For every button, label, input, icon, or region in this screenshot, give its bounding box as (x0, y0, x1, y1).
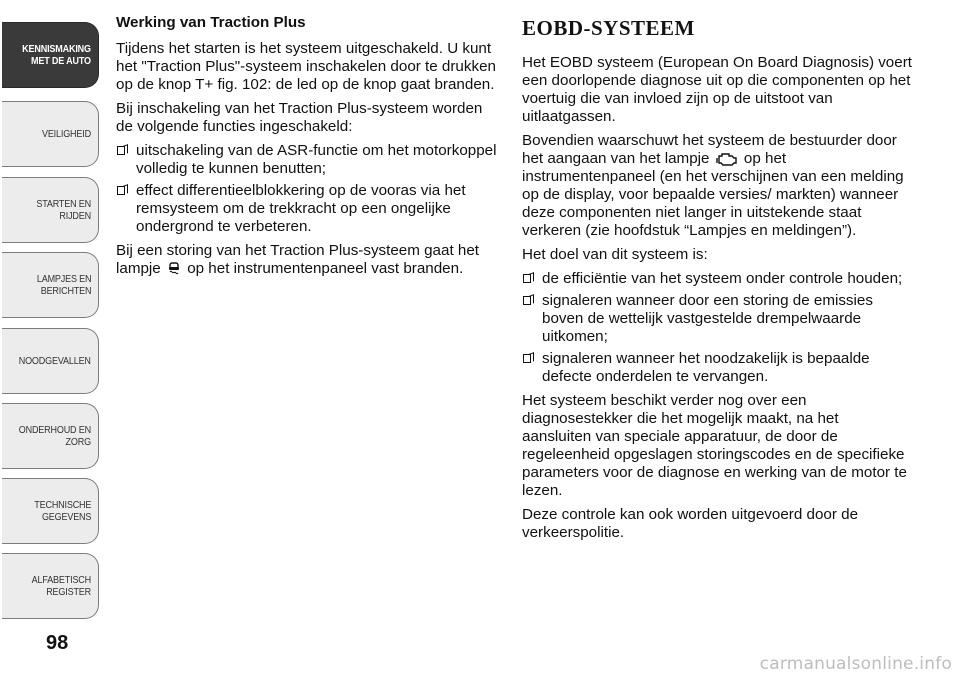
tab-label: TECHNISCHE GEGEVENS (34, 499, 91, 523)
tab-label: VEILIGHEID (42, 128, 91, 140)
checkbox-bullet-icon (523, 296, 531, 305)
paragraph (522, 132, 912, 240)
chapter-sidebar (0, 0, 100, 678)
list-item (116, 182, 500, 236)
paragraph: Het systeem beschikt verder nog over een diagnosestekker die het mogelijk maakt, na het aansluiten van speciale apparatuur, de door de regeleenheid opgeslagen storingscodes en de specifieke parameters voor de diagnose en werking van de motor te lezen. (522, 392, 907, 499)
list-item (522, 270, 912, 288)
tab-label: NOODGEVALLEN (18, 355, 91, 367)
tab-label: KENNISMAKING MET DE AUTO (22, 43, 91, 67)
list-item-text: effect differentieelblokkering op de vooras via het remsysteem om de trekkracht op een ongelijke ondergrond te verbeteren. (136, 182, 466, 235)
tab-label: LAMPJES EN BERICHTEN (36, 273, 91, 297)
bullet-list (116, 142, 500, 236)
tab-label: STARTEN EN RIJDEN (36, 198, 91, 222)
right-column (522, 14, 912, 548)
checkbox-bullet-icon (523, 274, 531, 283)
bullet-list (522, 270, 912, 386)
paragraph: Het EOBD systeem (European On Board Diagnosis) voert een doorlopende diagnose uit op die componenten op het voertuig die van invloed zijn op de uitstoot van uitlaatgassen. (522, 54, 912, 125)
text-fragment: op het instrumentenpaneel vast branden. (182, 260, 464, 277)
tab-label: ALFABETISCH REGISTER (31, 574, 91, 598)
list-item-text: uitschakeling van de ASR-functie om het motorkoppel volledig te kunnen benutten; (136, 142, 497, 177)
paragraph: Tijdens het starten is het systeem uitgeschakeld. U kunt het "Traction Plus"-systeem inschakelen door te drukken op de knop T+ fig. 102: de led op de knop gaat branden. (116, 40, 496, 93)
section-heading: EOBD-SYSTEEM (522, 16, 695, 40)
list-item-text: signaleren wanneer door een storing de emissies boven de wettelijk vastgestelde drempelwaarde uitkomen; (542, 292, 873, 345)
text-fragment: op het instrumentenpaneel (en het verschijnen van een melding op de display, voor bepaalde versies/ markten) wanneer deze componenten niet langer in uitstekende staat verkeren (zie hoofdstuk “Lampjes en meldingen”). (522, 150, 904, 239)
paragraph: Bij inschakeling van het Traction Plus-systeem worden de volgende functies ingeschakeld: (116, 100, 483, 135)
checkbox-bullet-icon (523, 354, 531, 363)
page-number: 98 (46, 632, 69, 654)
list-item (522, 350, 912, 386)
checkbox-bullet-icon (117, 146, 125, 155)
engine-check-icon (716, 152, 738, 166)
tab-label: ONDERHOUD EN ZORG (18, 424, 91, 448)
paragraph: Het doel van dit systeem is: (522, 246, 708, 263)
tab-lampjes-en-berichten[interactable] (2, 252, 99, 318)
skidding-car-icon (167, 261, 181, 276)
list-item (116, 142, 500, 178)
text-fragment: Bovendien waarschuwt het systeem de bestuurder door het aangaan van het lampje (522, 132, 897, 167)
checkbox-bullet-icon (117, 186, 125, 195)
tab-alfabetisch-register[interactable] (2, 553, 99, 619)
watermark: carmanualsonline.info (759, 654, 952, 674)
tab-veiligheid[interactable] (2, 101, 99, 167)
tab-noodgevallen[interactable] (2, 328, 99, 394)
tab-onderhoud-en-zorg[interactable] (2, 403, 99, 469)
list-item-text: de efficiëntie van het systeem onder controle houden; (542, 270, 903, 287)
text-fragment: Bij een storing van het Traction Plus-systeem gaat het lampje (116, 242, 480, 277)
tab-kennismaking[interactable] (2, 22, 99, 88)
tab-technische-gegevens[interactable] (2, 478, 99, 544)
list-item (522, 292, 912, 346)
tab-starten-en-rijden[interactable] (2, 177, 99, 243)
left-column (116, 14, 500, 284)
paragraph: Deze controle kan ook worden uitgevoerd door de verkeerspolitie. (522, 506, 859, 541)
section-subheading: Werking van Traction Plus (116, 14, 306, 31)
list-item-text: signaleren wanneer het noodzakelijk is bepaalde defecte onderdelen te vervangen. (542, 350, 870, 385)
paragraph (116, 242, 500, 278)
